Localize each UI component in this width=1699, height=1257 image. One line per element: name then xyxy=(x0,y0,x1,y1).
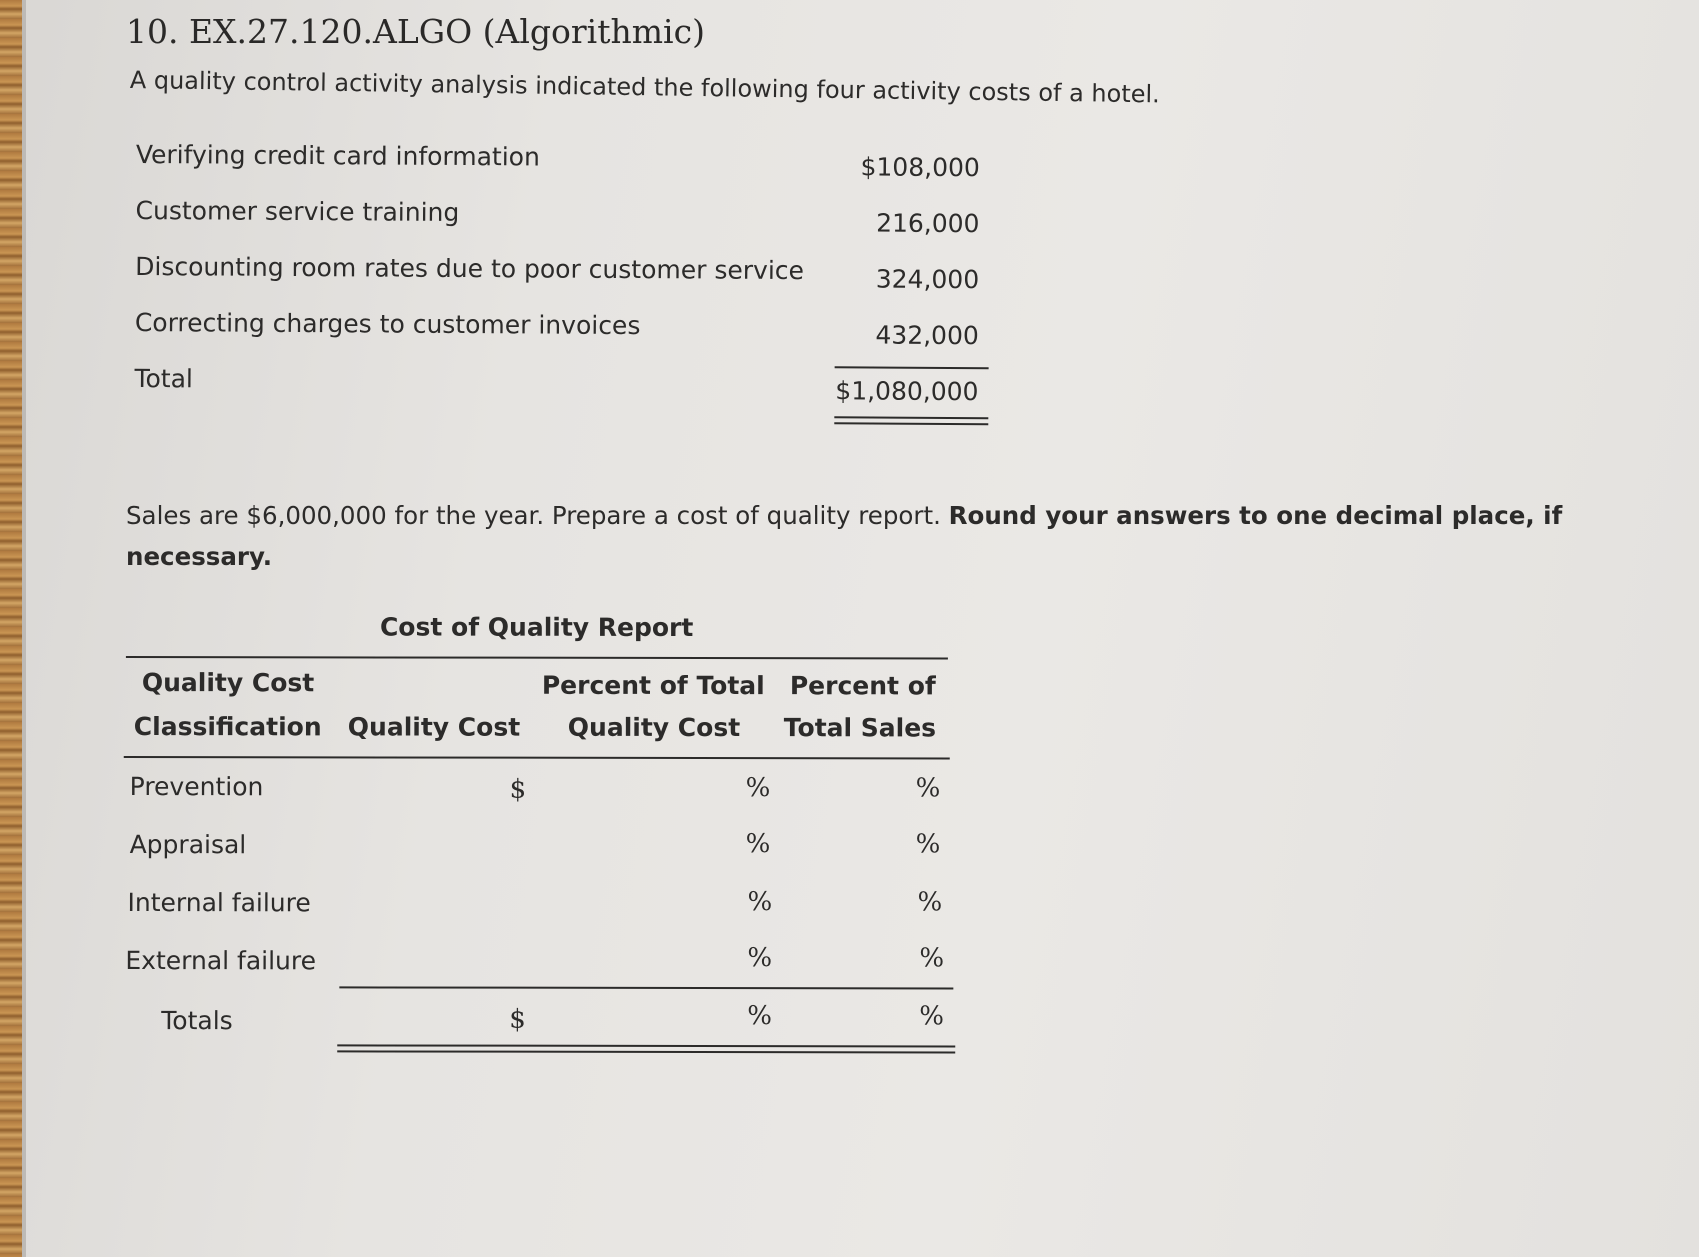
activity-label: Discounting room rates due to poor customer service xyxy=(135,251,805,286)
total-double-rule xyxy=(834,416,988,425)
percent-symbol: % xyxy=(915,773,941,804)
activity-cost-row xyxy=(135,196,991,257)
percent-symbol: % xyxy=(745,829,771,860)
activity-label: Verifying credit card information xyxy=(135,140,540,172)
activity-cost-table xyxy=(134,140,992,425)
header-percent-sales-line2: Total Sales xyxy=(783,713,937,743)
percent-symbol: % xyxy=(745,773,771,804)
header-quality-cost: Quality Cost xyxy=(347,712,521,742)
paper-edge xyxy=(22,0,26,1257)
totals-percent-total-input[interactable] xyxy=(593,1001,743,1035)
percent-symbol: % xyxy=(917,887,943,918)
instructions xyxy=(126,495,1646,577)
activity-amount: 324,000 xyxy=(875,264,980,295)
row-label-external-failure: External failure xyxy=(125,946,317,976)
activity-total-amount: $1,080,000 xyxy=(835,376,979,407)
internal-failure-percent-sales-input[interactable] xyxy=(773,885,913,919)
activity-cost-row xyxy=(135,308,991,369)
prevention-percent-sales-input[interactable] xyxy=(774,771,914,805)
problem-title: 10. EX.27.120.ALGO (Algorithmic) xyxy=(126,12,705,51)
percent-symbol: % xyxy=(915,829,941,860)
external-failure-percent-total-input[interactable] xyxy=(593,943,743,977)
header-classification-line2: Classification xyxy=(133,712,322,742)
instructions-text: Sales are $6,000,000 for the year. Prepare a cost of quality report. xyxy=(126,501,949,530)
report-title-rule xyxy=(126,656,948,659)
activity-label: Correcting charges to customer invoices xyxy=(134,307,641,341)
appraisal-percent-total-input[interactable] xyxy=(594,827,744,861)
activity-amount: $108,000 xyxy=(860,152,980,183)
activity-amount: 216,000 xyxy=(876,208,980,239)
header-percent-total-line2: Quality Cost xyxy=(567,712,741,743)
percent-symbol: % xyxy=(919,1001,945,1032)
activity-cost-row xyxy=(136,140,992,201)
activity-total-label: Total xyxy=(134,363,194,394)
external-failure-percent-sales-input[interactable] xyxy=(773,943,913,977)
header-percent-sales-line1: Percent of xyxy=(789,671,936,701)
activity-label: Customer service training xyxy=(135,195,460,227)
totals-percent-sales-input[interactable] xyxy=(773,1001,913,1035)
appraisal-percent-sales-input[interactable] xyxy=(774,827,914,861)
wooden-desk-edge xyxy=(0,0,22,1257)
total-double-rule-bottom xyxy=(337,1050,955,1053)
percent-symbol: % xyxy=(919,943,945,974)
internal-failure-percent-total-input[interactable] xyxy=(593,885,743,919)
percent-symbol: % xyxy=(747,943,773,974)
activity-cost-row xyxy=(135,252,991,313)
row-label-internal-failure: Internal failure xyxy=(127,888,311,918)
problem-intro: A quality control activity analysis indicated the following four activity costs of a hotel. xyxy=(129,66,1160,109)
header-percent-total-line1: Percent of Total xyxy=(541,670,765,701)
percent-symbol: % xyxy=(747,1001,773,1032)
row-label-totals: Totals xyxy=(161,1006,233,1036)
total-double-rule-top xyxy=(337,1044,955,1047)
row-label-appraisal: Appraisal xyxy=(129,830,247,860)
subtotal-rule xyxy=(339,986,953,989)
instructions-bold: Round your answers to one decimal place, if necessary. xyxy=(126,501,1563,571)
row-label-prevention: Prevention xyxy=(129,772,264,802)
activity-amount: 432,000 xyxy=(875,320,979,351)
report-title: Cost of Quality Report xyxy=(379,612,694,642)
prevention-percent-total-input[interactable] xyxy=(594,771,744,805)
percent-symbol: % xyxy=(747,887,773,918)
cost-of-quality-report xyxy=(123,612,954,1053)
currency-symbol: $ xyxy=(509,1004,526,1035)
header-classification-line1: Quality Cost xyxy=(141,668,315,698)
currency-symbol: $ xyxy=(509,774,527,805)
header-bottom-rule xyxy=(124,756,950,759)
